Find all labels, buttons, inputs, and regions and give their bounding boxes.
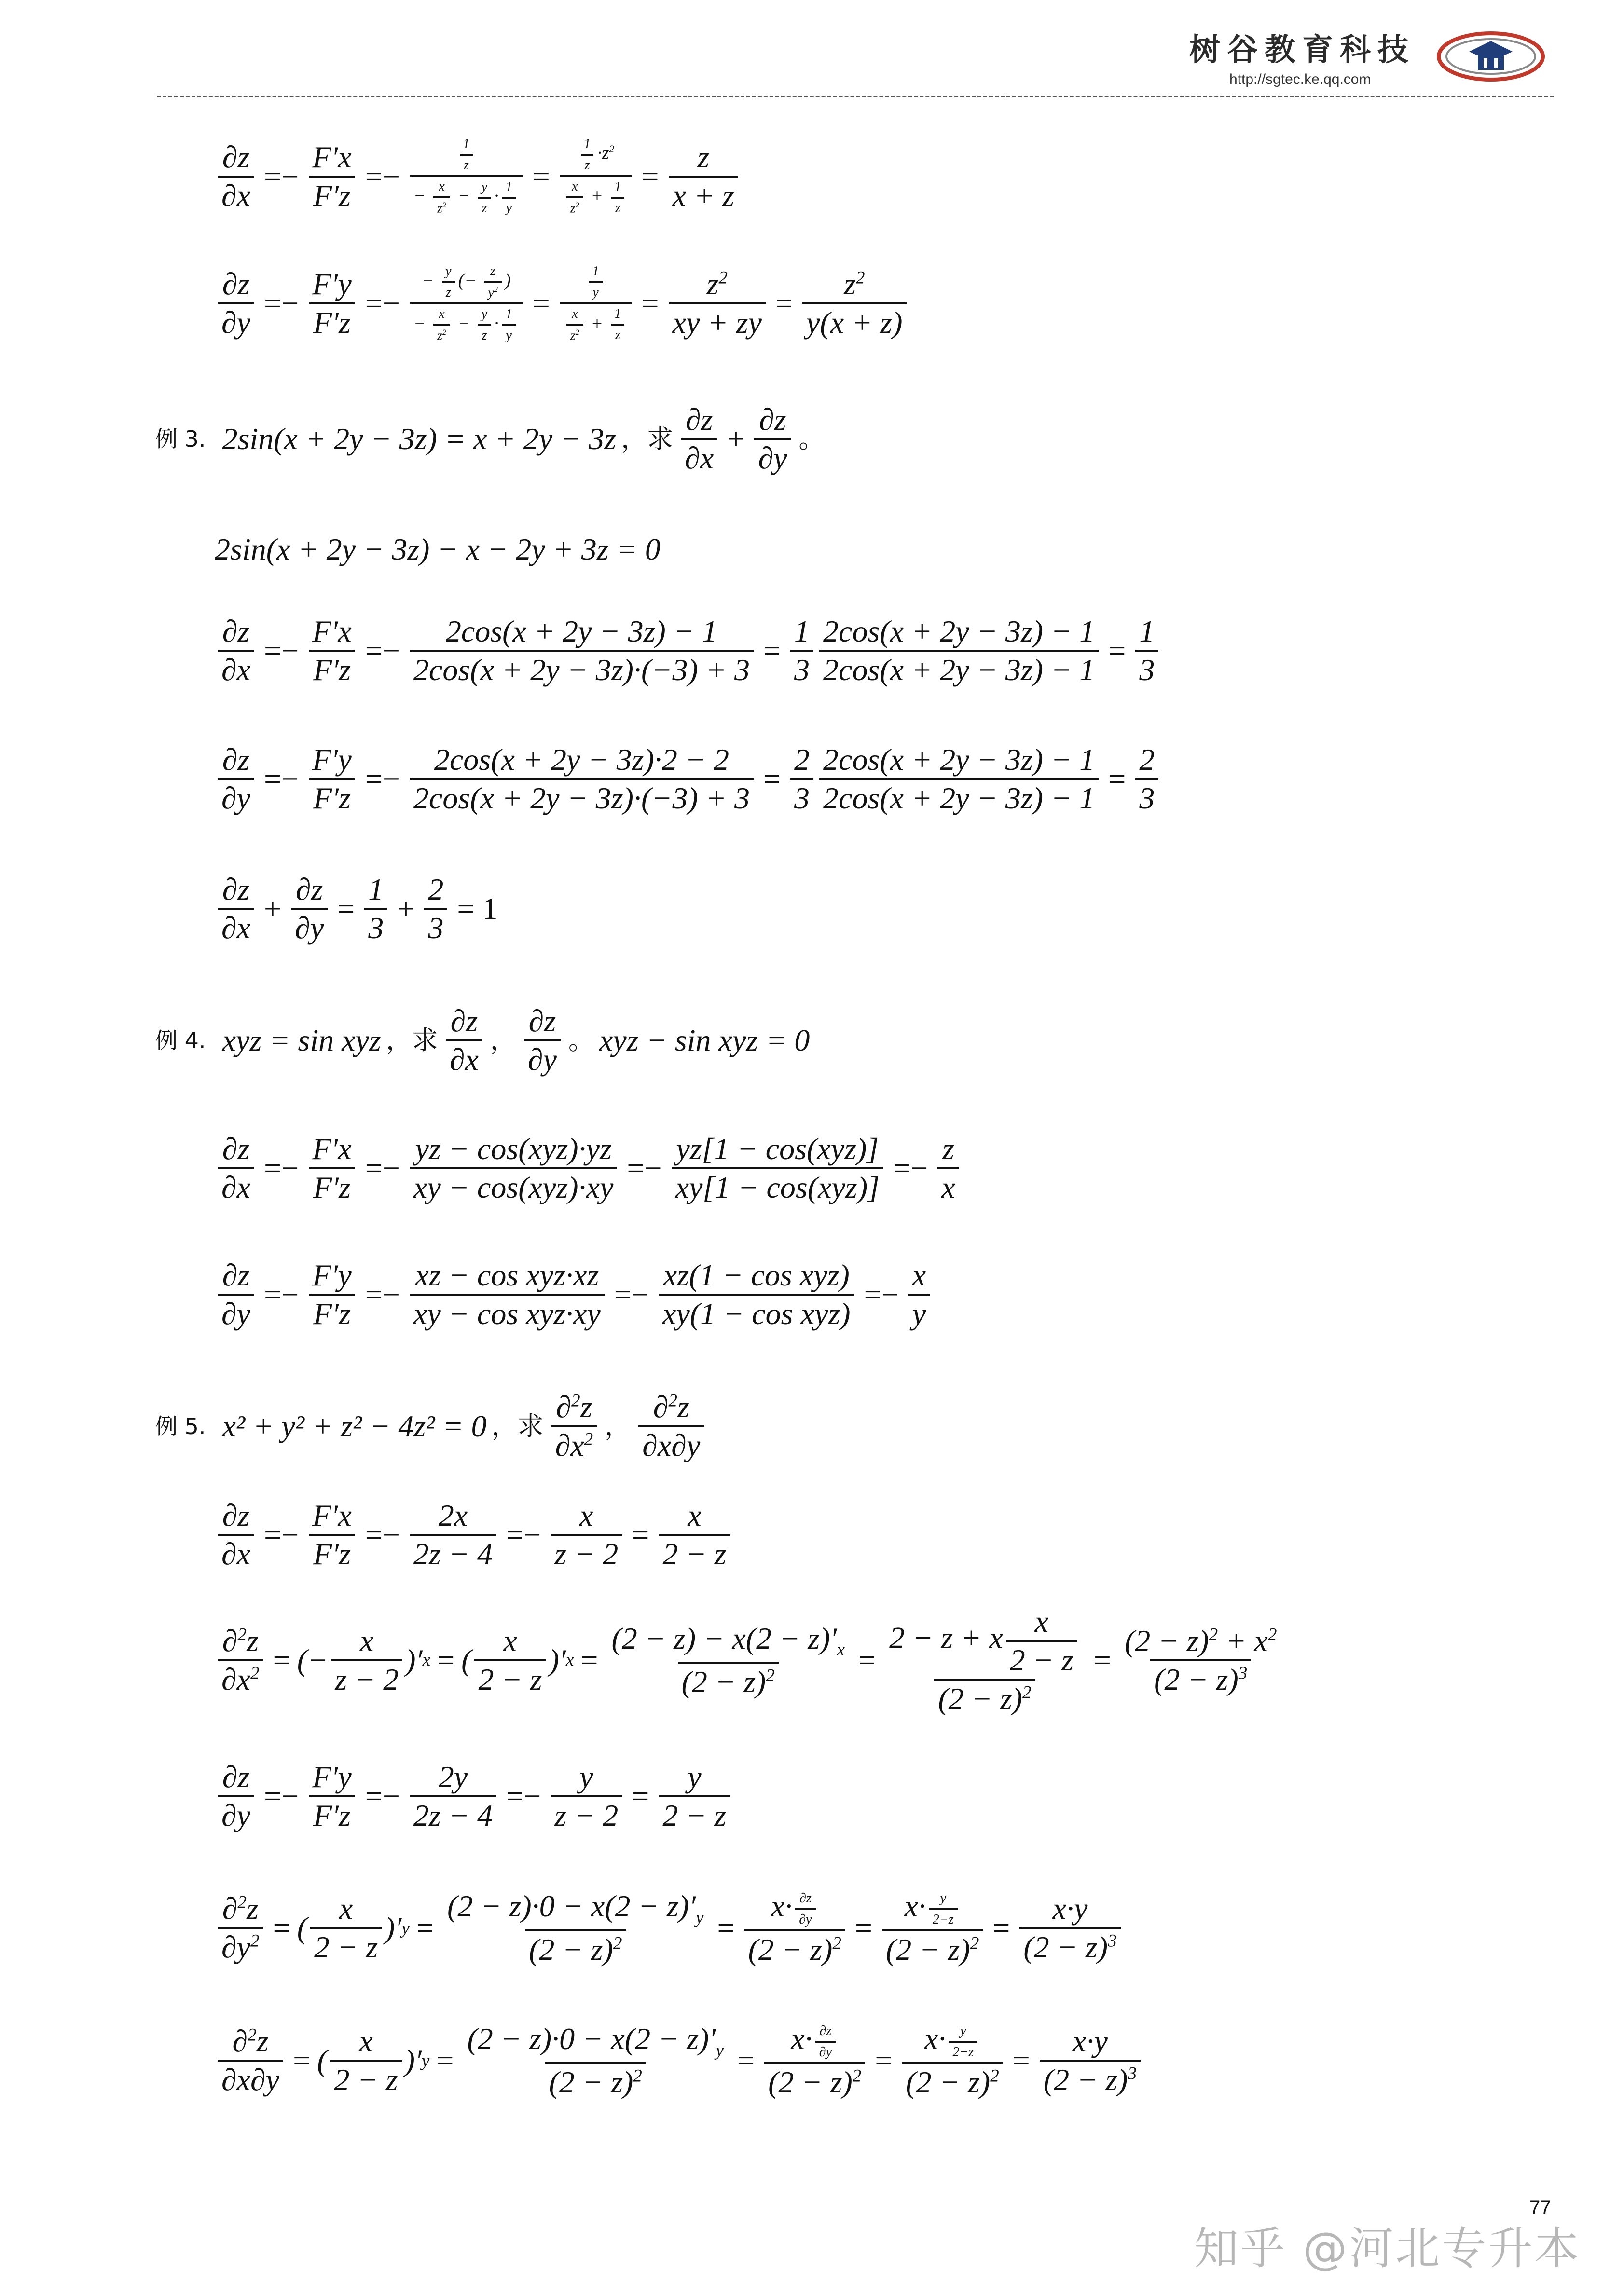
brand-url: http://sgtec.ke.qq.com bbox=[1229, 71, 1371, 87]
example-5-d2zdxdy: $\frac{\partial^2z}{\partial x\partial y}$ = ( $\frac{x}{2 - z}$ )′ y = $\frac{(2 - z)\cdot 0 - x(2 - z)'_y}{(2 - z)^2}$ = x· $\frac{\partial z}{\partial y}$ $(2 - z)^2$ = x· $\frac{y}{2-z}$ $(2 - z)^2$ = $\frac{x\cdot y}{(2 - z)^3}$ bbox=[215, 2023, 1143, 2098]
brand-logo bbox=[1435, 27, 1546, 84]
example-5-dzdx: $\frac{\partial z}{\partial x}$ =− $\frac{F'x}{F'z}$ =− $\frac{2x}{2z - 4}$ =− $\frac{x}{z - 2}$ = $\frac{x}{2 - z}$ bbox=[215, 1500, 733, 1570]
example-5-statement: 例 5. x² + y² + z² − 4z² = 0 ，求 $\frac{\partial^2z}{\partial x^2}$ ， $\frac{\partial^2z}{\partial x\partial y}$ bbox=[155, 1392, 707, 1461]
example-3-rearranged: 2sin(x + 2y − 3z) − x − 2y + 3z = 0 bbox=[215, 532, 661, 566]
brand-title: 树谷教育科技 bbox=[1189, 32, 1415, 68]
equation-prev-dzdx: $\frac{\partial z}{\partial x}$ =− $\frac{F'x}{F'z}$ =− $\frac{1}{z}$ − $\frac{x}{z^2}$ − $\frac{y}{z}$ · $\frac{1}{y}$ = $\frac{1}{z}$ $\cdot z^2$ $\frac{x}{z^2}$ + $\frac{1}{z}$ = $\frac{z}{x + z}$ bbox=[215, 137, 741, 215]
example-3-sum: $\frac{\partial z}{\partial x}$ + $\frac{\partial z}{\partial y}$ = $\frac{1}{3}$ + $\frac{2}{3}$ = 1 bbox=[215, 874, 504, 943]
example-3-dzdx: $\frac{\partial z}{\partial x}$ =− $\frac{F'x}{F'z}$ =− $\frac{2\cos(x + 2y - 3z) - 1}{2\cos(x + 2y - 3z)\cdot(-3) + 3}$ = $\frac{1}{3}$ $\frac{2\cos(x + 2y - 3z) - 1}{2\cos(x + 2y - 3z) - 1}$ = $\frac{1}{3}$ bbox=[215, 616, 1161, 685]
example-4-dzdx: $\frac{\partial z}{\partial x}$ =− $\frac{F'x}{F'z}$ =− $\frac{\text{yz − cos(xyz)·yz}}{\text{xy − cos(xyz)·xy}}$ =− $\frac{\text{yz[1 − cos(xyz)]}}{\text{xy[1 − cos(xyz)]}}$ =− $\frac{z}{x}$ bbox=[215, 1134, 962, 1203]
equation-prev-dzdy: $\frac{\partial z}{\partial y}$ =− $\frac{F'y}{F'z}$ =− − $\frac{y}{z}$ (− $\frac{z}{y^2}$ ) − $\frac{x}{z^2}$ − $\frac{y}{z}$ · $\frac{1}{y}$ = $\frac{1}{y}$ $\frac{x}{z^2}$ + $\frac{1}{z}$ = $\frac{z^2}{xy + zy}$ = $\frac{z^2}{y(x + z)}$ bbox=[215, 264, 909, 343]
page-number: 77 bbox=[1529, 2197, 1551, 2218]
example-3-statement: 例 3. 2sin(x + 2y − 3z) = x + 2y − 3z ，求 $\frac{\partial z}{\partial x}$ + $\frac{\partial z}{\partial y}$ 。 bbox=[155, 402, 825, 475]
watermark: 知乎 @河北专升本 bbox=[1194, 2223, 1581, 2274]
example-5-d2zdx2: $\frac{\partial^2z}{\partial x^2}$ = (− $\frac{x}{z - 2}$ )′ x = ( $\frac{x}{2 - z}$ )′ x = $\frac{(2 - z) - x(2 - z)'_x}{(2 - z)^2}$ = 2 − z + x $\frac{x}{2 - z}$ $(2 - z)^2$ = $\frac{(2 - z)^2 + x^2}{(2 - z)^3}$ bbox=[215, 1606, 1283, 1714]
example-5-d2zdy2: $\frac{\partial^2z}{\partial y^2}$ = ( $\frac{x}{2 - z}$ )′ y = $\frac{(2 - z)\cdot 0 - x(2 - z)'_y}{(2 - z)^2}$ = x· $\frac{\partial z}{\partial y}$ $(2 - z)^2$ = x· $\frac{y}{2-z}$ $(2 - z)^2$ = $\frac{x\cdot y}{(2 - z)^3}$ bbox=[215, 1891, 1124, 1965]
example-4-statement: 例 4. xyz = sin xyz ，求 $\frac{\partial z}{\partial x}$ ， $\frac{\partial z}{\partial y}$ 。 xyz − sin xyz = 0 bbox=[155, 1004, 810, 1077]
example-4-dzdy: $\frac{\partial z}{\partial y}$ =− $\frac{F'y}{F'z}$ =− $\frac{\text{xz − cos xyz·xz}}{\text{xy − cos xyz·xy}}$ =− $\frac{\text{xz(1 − cos xyz)}}{\text{xy(1 − cos xyz)}}$ =− $\frac{x}{y}$ bbox=[215, 1260, 933, 1329]
example-3-dzdy: $\frac{\partial z}{\partial y}$ =− $\frac{F'y}{F'z}$ =− $\frac{2\cos(x + 2y - 3z)\cdot 2 - 2}{2\cos(x + 2y - 3z)\cdot(-3) + 3}$ = $\frac{2}{3}$ $\frac{2\cos(x + 2y - 3z) - 1}{2\cos(x + 2y - 3z) - 1}$ = $\frac{2}{3}$ bbox=[215, 744, 1161, 814]
example-5-dzdy: $\frac{\partial z}{\partial y}$ =− $\frac{F'y}{F'z}$ =− $\frac{2y}{2z - 4}$ =− $\frac{y}{z - 2}$ = $\frac{y}{2 - z}$ bbox=[215, 1762, 733, 1831]
header-divider bbox=[157, 96, 1554, 97]
